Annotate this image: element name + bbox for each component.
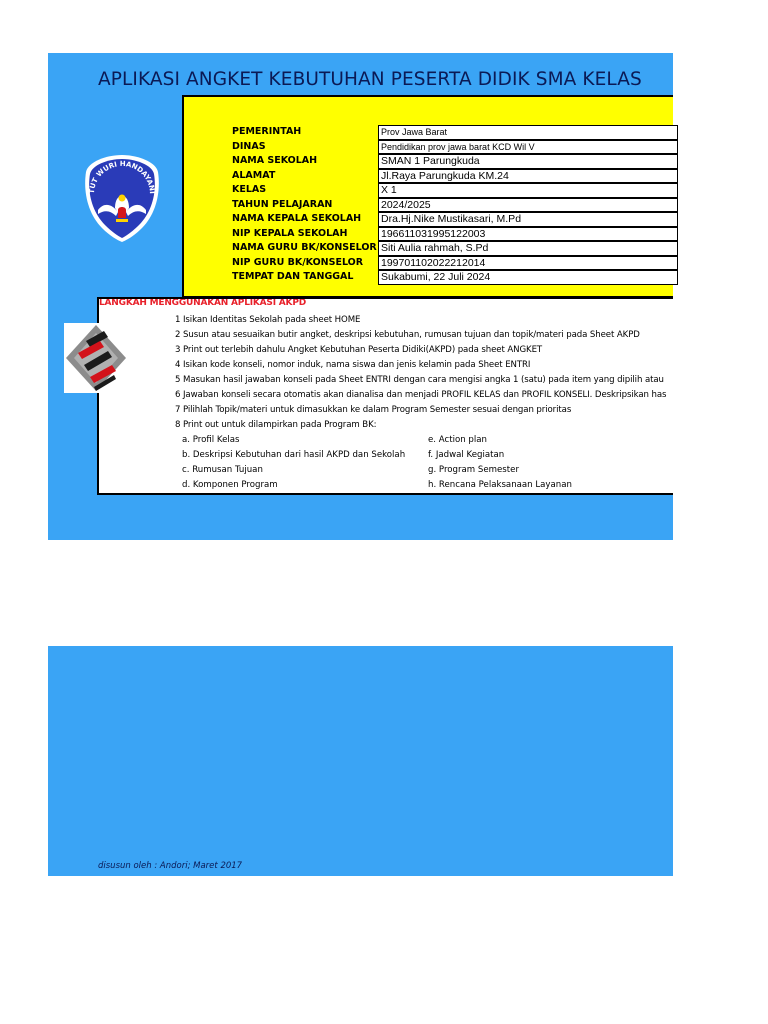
step-item: 7 Pilihlah Topik/materi untuk dimasukkan ke dalam Program Semester sesuai dengan prioritas: [175, 405, 572, 415]
school-identity-panel: [182, 95, 673, 298]
document-item: b. Deskripsi Kebutuhan dari hasil AKPD dan Sekolah: [182, 450, 406, 460]
identity-label: TEMPAT DAN TANGGAL: [232, 271, 354, 282]
identity-row-dinas: [184, 140, 675, 155]
identity-row-guru-bk: [184, 241, 675, 256]
step-item: 8 Print out untuk dilampirkan pada Program BK:: [175, 420, 377, 430]
identity-value-cell[interactable]: Pendidikan prov jawa barat KCD Wil V: [378, 140, 678, 155]
identity-label: TAHUN PELAJARAN: [232, 198, 333, 210]
identity-row-kepala-sekolah: [184, 212, 675, 227]
steps-heading: LANGKAH MENGGUNAKAN APLIKASI AKPD: [99, 298, 307, 308]
identity-label: KELAS: [232, 184, 267, 195]
identity-value-cell[interactable]: 196611031995122003: [378, 227, 678, 242]
identity-value-cell[interactable]: Dra.Hj.Nike Mustikasari, M.Pd: [378, 212, 678, 227]
identity-value-cell[interactable]: 2024/2025: [378, 198, 678, 213]
identity-label: NAMA GURU BK/KONSELOR: [232, 242, 377, 253]
identity-row-nip-kepala: [184, 227, 675, 242]
document-item: e. Action plan: [428, 435, 487, 445]
steps-panel: [97, 297, 673, 495]
identity-label: DINAS: [232, 140, 266, 152]
identity-value-cell[interactable]: Siti Aulia rahmah, S.Pd: [378, 241, 678, 256]
document-item: d. Komponen Program: [182, 480, 278, 490]
identity-label: NIP KEPALA SEKOLAH: [232, 227, 348, 239]
tut-wuri-handayani-logo-icon: [82, 152, 162, 244]
step-item: 4 Isikan kode konseli, nomor induk, nama siswa dan jenis kelamin pada Sheet ENTRI: [175, 360, 531, 370]
document-item: a. Profil Kelas: [182, 435, 240, 445]
logo-text: TUT WURI HANDAYANI: [87, 159, 157, 195]
identity-value-cell[interactable]: X 1: [378, 183, 678, 198]
identity-value-cell[interactable]: 199701102022212014: [378, 256, 678, 271]
step-item: 1 Isikan Identitas Sekolah pada sheet HOME: [175, 315, 361, 325]
step-item: 2 Susun atau sesuaikan butir angket, deskripsi kebutuhan, rumusan tujuan dan topik/materi pada Sheet AKPD: [175, 330, 640, 340]
page-title: APLIKASI ANGKET KEBUTUHAN PESERTA DIDIK SMA KELAS: [98, 69, 642, 90]
identity-row-kelas: [184, 183, 675, 198]
identity-row-tahun-pelajaran: [184, 198, 675, 213]
identity-label: NAMA KEPALA SEKOLAH: [232, 213, 362, 224]
identity-row-nama-sekolah: [184, 154, 675, 169]
footer-panel: [48, 646, 673, 876]
identity-row-nip-guru-bk: [184, 256, 675, 271]
identity-value-cell[interactable]: Sukabumi, 22 Juli 2024: [378, 270, 678, 285]
identity-label: NAMA SEKOLAH: [232, 155, 318, 166]
document-item: c. Rumusan Tujuan: [182, 465, 263, 475]
identity-row-pemerintah: [184, 125, 675, 140]
document-item: h. Rencana Pelaksanaan Layanan: [428, 480, 572, 490]
identity-label: PEMERINTAH: [232, 126, 302, 137]
document-item: g. Program Semester: [428, 465, 519, 475]
identity-row-tempat-tanggal: [184, 270, 675, 285]
author-credit: disusun oleh : Andori; Maret 2017: [98, 861, 243, 871]
step-item: 6 Jawaban konseli secara otomatis akan dianalisa dan menjadi PROFIL KELAS dan PROFIL KONSELI. Deskripsikan has: [175, 390, 667, 400]
document-item: f. Jadwal Kegiatan: [428, 450, 505, 460]
identity-label: ALAMAT: [232, 169, 276, 181]
identity-value-cell[interactable]: Prov Jawa Barat: [378, 125, 678, 140]
step-item: 5 Masukan hasil jawaban konseli pada Sheet ENTRI dengan cara mengisi angka 1 (satu) pada item yang dipilih atau: [175, 375, 664, 385]
diamond-logo-icon: [64, 323, 128, 393]
identity-value-cell[interactable]: SMAN 1 Parungkuda: [378, 154, 678, 169]
identity-label: NIP GURU BK/KONSELOR: [232, 256, 364, 268]
identity-value-cell[interactable]: Jl.Raya Parungkuda KM.24: [378, 169, 678, 184]
step-item: 3 Print out terlebih dahulu Angket Kebutuhan Peserta Didiki(AKPD) pada sheet ANGKET: [175, 345, 543, 355]
identity-row-alamat: [184, 169, 675, 184]
